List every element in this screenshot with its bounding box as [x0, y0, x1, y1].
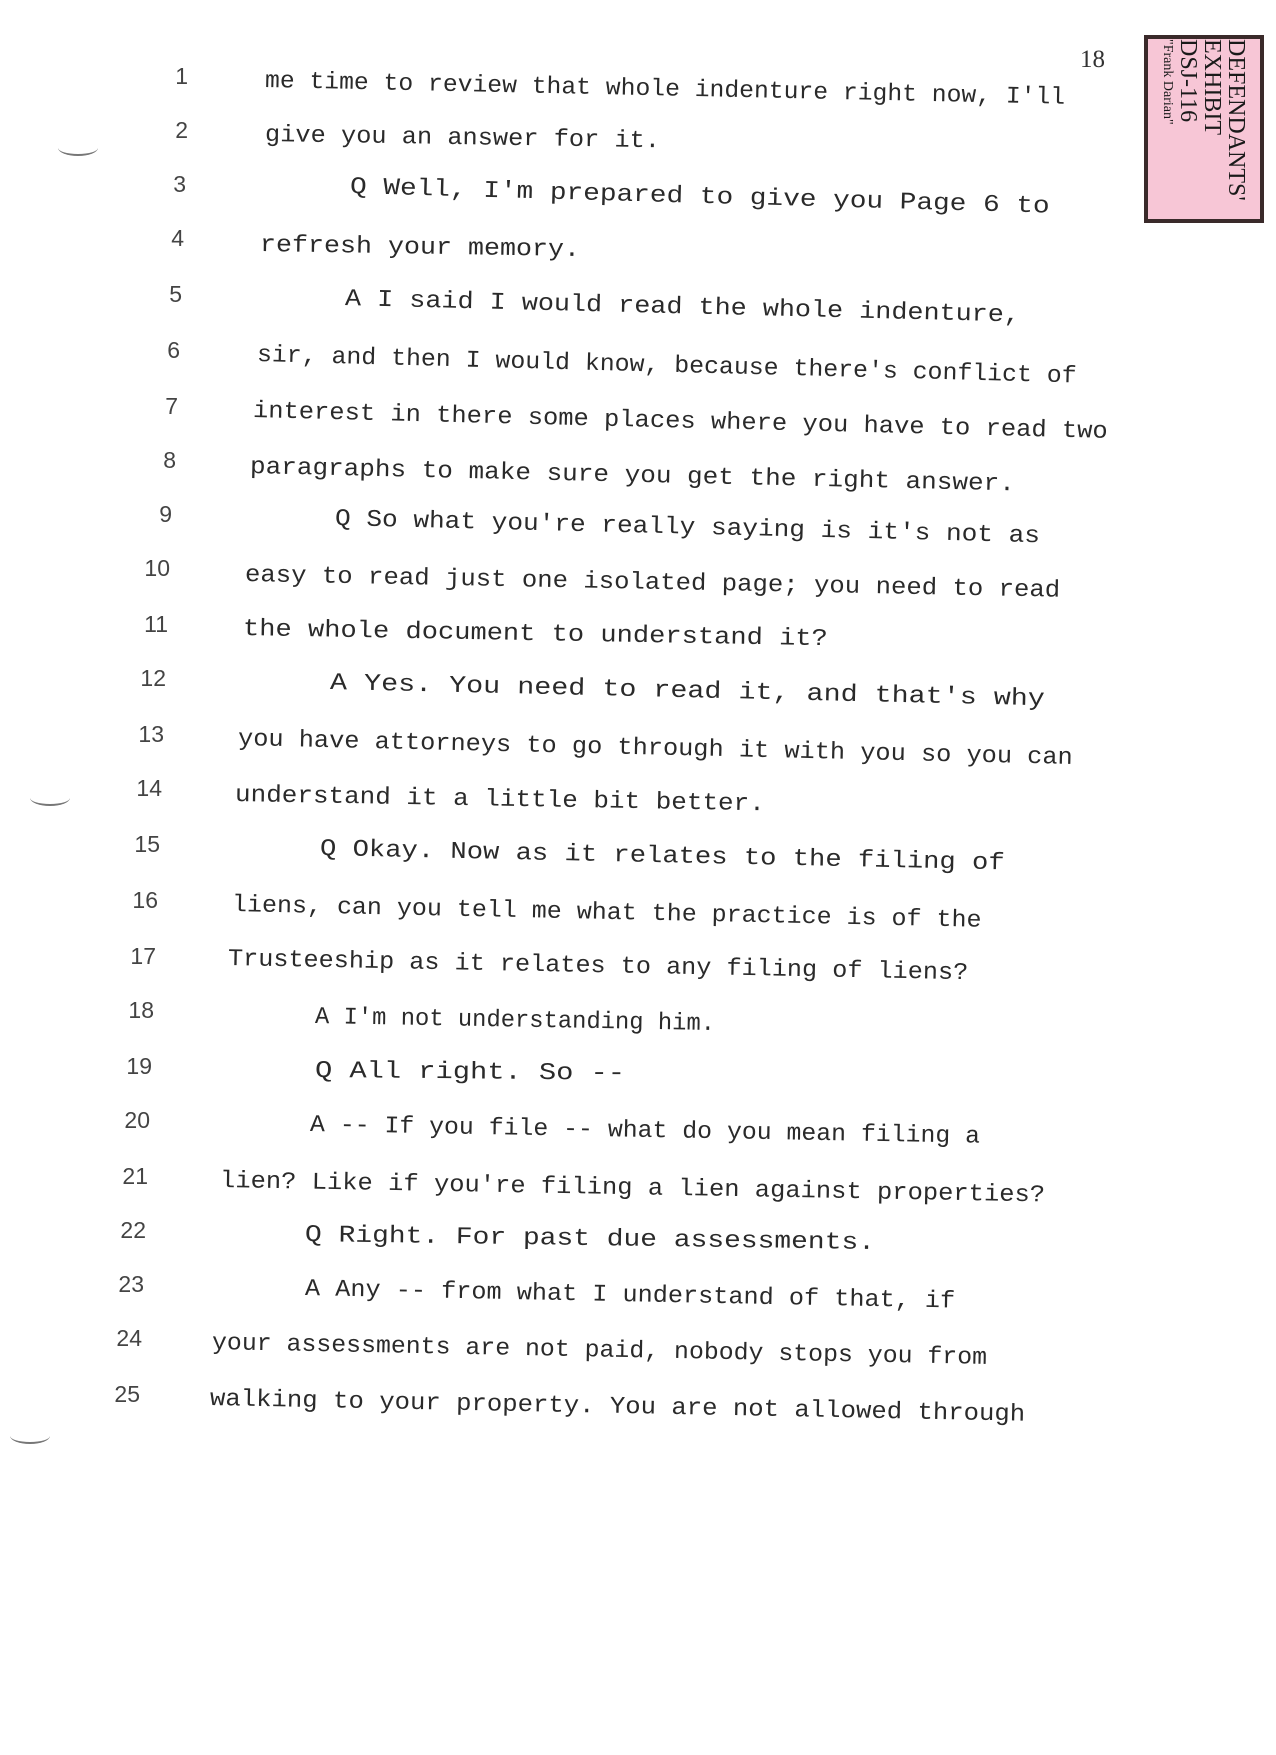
- transcript-line-text: Q Right. For past due assessments.: [304, 1222, 876, 1257]
- transcript-line-text: the whole document to understand it?: [242, 616, 829, 654]
- line-number: 10: [144, 555, 170, 581]
- line-number: 5: [169, 281, 182, 307]
- line-number: 19: [126, 1053, 152, 1079]
- line-number: 2: [175, 117, 188, 143]
- page-number: 18: [1080, 46, 1105, 73]
- transcript-line-text: A I'm not understanding him.: [314, 1004, 716, 1038]
- line-number: 4: [171, 225, 184, 251]
- line-number: 9: [159, 501, 172, 527]
- sticker-line-defendants: DEFENDANTS': [1223, 39, 1249, 201]
- transcript-line-text: give you an answer for it.: [264, 122, 661, 156]
- line-number: 1: [175, 63, 188, 89]
- line-number: 24: [116, 1325, 142, 1351]
- line-number: 21: [122, 1163, 148, 1189]
- transcript-line-text: interest in there some places where you have to read two: [252, 398, 1109, 446]
- line-number: 20: [124, 1107, 150, 1133]
- line-number: 13: [138, 721, 164, 747]
- transcript-line-text: Q Well, I'm prepared to give you Page 6 to: [349, 174, 1050, 221]
- line-number: 3: [173, 171, 186, 197]
- transcript-line-text: liens, can you tell me what the practice is of the: [231, 892, 982, 935]
- transcript-line-text: A Yes. You need to read it, and that's why: [329, 670, 1046, 714]
- transcript-line-text: sir, and then I would know, because there's conflict of: [256, 342, 1077, 391]
- line-number: 23: [118, 1271, 144, 1297]
- line-number: 16: [132, 887, 158, 913]
- transcript-line-text: A I said I would read the whole indenture,: [344, 286, 1021, 330]
- line-number: 11: [144, 611, 168, 637]
- line-number: 8: [163, 447, 176, 473]
- transcript-line-text: me time to review that whole indenture right now, I'll: [264, 68, 1066, 112]
- transcript-line-text: you have attorneys to go through it with you so you can: [237, 726, 1074, 772]
- transcript-line-text: paragraphs to make sure you get the right answer.: [249, 454, 1016, 499]
- line-number: 25: [114, 1381, 140, 1407]
- transcript-line-text: your assessments are not paid, nobody stops you from: [211, 1330, 988, 1372]
- transcript-line-text: Q So what you're really saying is it's not as: [334, 506, 1041, 551]
- transcript-line-text: Q All right. So --: [314, 1058, 626, 1088]
- transcript-line-text: lien? Like if you're filing a lien against properties?: [219, 1168, 1046, 1210]
- transcript-line-text: A Any -- from what I understand of that, if: [304, 1276, 956, 1316]
- line-number: 7: [165, 393, 178, 419]
- line-number: 22: [120, 1217, 146, 1243]
- sticker-line-exhibit: EXHIBIT: [1199, 39, 1225, 135]
- line-number: 12: [140, 665, 166, 691]
- line-number: 14: [136, 775, 162, 801]
- sticker-line-exhibit-number: DSJ-116: [1175, 39, 1201, 123]
- transcript-line-text: A -- If you file -- what do you mean filing a: [309, 1112, 981, 1151]
- line-number: 18: [128, 997, 154, 1023]
- line-number: 17: [130, 943, 156, 969]
- transcript-line-text: Trusteeship as it relates to any filing of liens?: [227, 946, 969, 988]
- line-number: 15: [134, 831, 160, 857]
- transcript-line-text: understand it a little bit better.: [234, 782, 766, 819]
- transcript-line-text: Q Okay. Now as it relates to the filing of: [319, 836, 1005, 878]
- transcript-line-text: walking to your property. You are not allowed through: [209, 1386, 1026, 1429]
- sticker-line-witness: "Frank Darian": [1160, 39, 1175, 125]
- line-number: 6: [167, 337, 180, 363]
- transcript-line-text: refresh your memory.: [259, 232, 581, 265]
- transcript-line-text: easy to read just one isolated page; you need to read: [244, 562, 1061, 605]
